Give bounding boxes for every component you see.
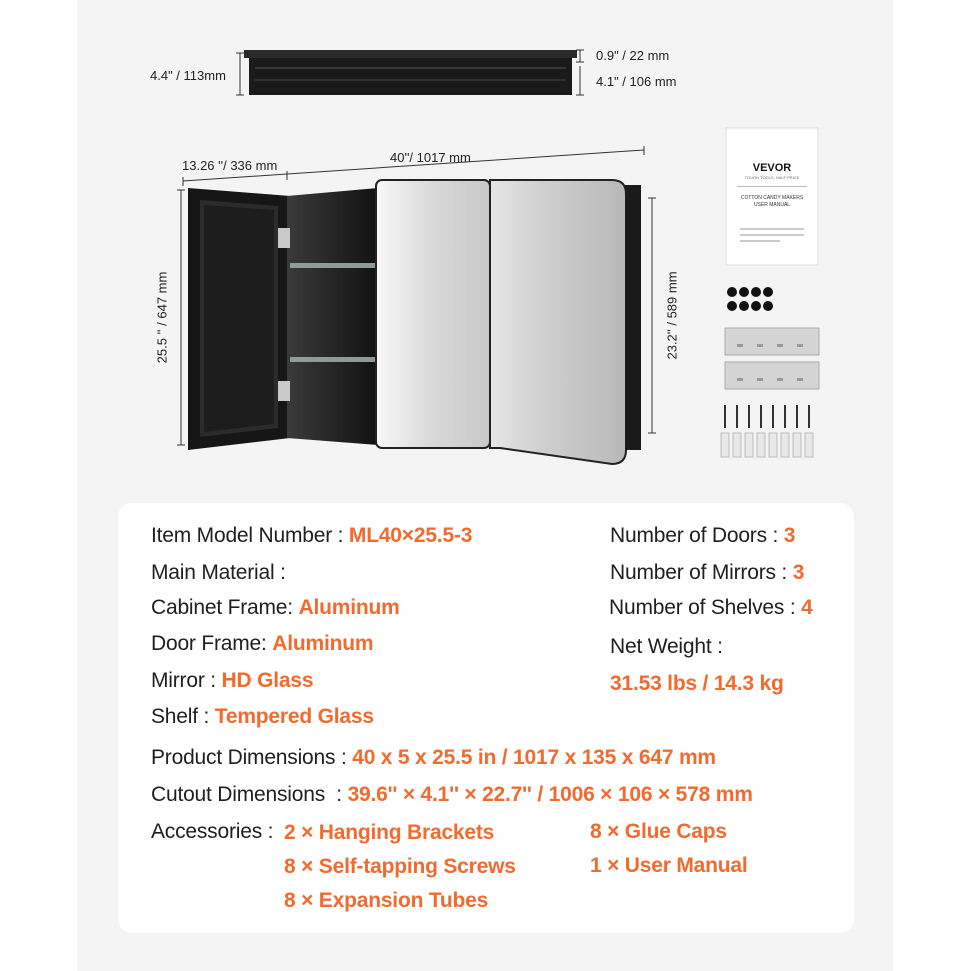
overall-height-label: 25.5 '' / 647 mm bbox=[154, 271, 170, 364]
accessory-item: 8 × Self-tapping Screws bbox=[284, 855, 516, 878]
spec-label: Door Frame: bbox=[151, 632, 273, 655]
spec-shelves bbox=[609, 596, 813, 620]
spec-label: Product Dimensions : bbox=[151, 746, 353, 769]
top-profile-view bbox=[236, 50, 584, 95]
open-left-door bbox=[188, 188, 290, 450]
spec-label: Number of Mirrors : bbox=[610, 561, 793, 584]
spec-shelf bbox=[151, 705, 374, 729]
accessory-item: 8 × Expansion Tubes bbox=[284, 889, 489, 912]
spec-label: Cutout Dimensions : bbox=[151, 783, 348, 806]
mirror-door-middle bbox=[376, 180, 490, 448]
cabinet-interior bbox=[278, 188, 378, 445]
overall-width-label: 40''/ 1017 mm bbox=[390, 150, 471, 165]
spec-value: Aluminum bbox=[272, 632, 374, 655]
spec-cabinet-frame bbox=[151, 596, 400, 620]
spec-label: Number of Doors : bbox=[610, 524, 784, 547]
spec-value: ML40×25.5-3 bbox=[348, 524, 473, 547]
spec-weight bbox=[610, 672, 784, 696]
spec-label: Cabinet Frame: bbox=[151, 596, 299, 619]
spec-label: Item Model Number : bbox=[151, 524, 349, 547]
accessory-item: 8 × Glue Caps bbox=[590, 820, 727, 843]
door-width-label: 13.26 ''/ 336 mm bbox=[182, 158, 278, 173]
spec-value: HD Glass bbox=[221, 669, 314, 692]
spec-label: Number of Shelves : bbox=[609, 596, 802, 619]
glue-caps bbox=[727, 287, 773, 311]
glass-shelf bbox=[290, 263, 378, 268]
accessory-item: 2 × Hanging Brackets bbox=[284, 821, 495, 844]
spec-product-dimensions bbox=[151, 746, 716, 770]
spec-model bbox=[151, 524, 472, 548]
spec-material bbox=[151, 561, 286, 585]
manual-title-2: USER MANUAL bbox=[753, 202, 791, 208]
spec-doors bbox=[610, 524, 795, 548]
cabinet-side bbox=[625, 185, 641, 450]
spec-door-frame bbox=[151, 632, 373, 656]
spec-label: Mirror : bbox=[151, 669, 222, 692]
spec-accessories-label: Accessories : bbox=[151, 820, 274, 843]
hinge-icon bbox=[278, 228, 290, 248]
spec-label: Main Material : bbox=[151, 561, 286, 584]
spec-label: Shelf : bbox=[151, 705, 215, 728]
spec-weight-label: Net Weight : bbox=[610, 635, 723, 658]
spec-mirror bbox=[151, 669, 313, 693]
spec-value: 4 bbox=[801, 596, 813, 619]
inner-height-label: 23.2'' / 589 mm bbox=[664, 271, 680, 360]
accessory-item: 1 × User Manual bbox=[590, 854, 748, 877]
hanging-brackets bbox=[725, 328, 819, 389]
manual-title-1: COTTON CANDY MAKERS bbox=[740, 195, 804, 201]
spec-value: 3 bbox=[792, 561, 805, 584]
depth-top-label: 0.9" / 22 mm bbox=[596, 48, 670, 63]
depth-total-label: 4.4" / 113mm bbox=[150, 68, 226, 83]
manual-brand: VEVOR bbox=[752, 162, 792, 174]
spec-value: Tempered Glass bbox=[214, 705, 374, 728]
glass-shelf bbox=[290, 357, 378, 362]
spec-value: 39.6'' × 4.1'' × 22.7'' / 1006 × 106 × 578 mm bbox=[347, 783, 753, 806]
spec-value: Aluminum bbox=[298, 596, 400, 619]
mirror-door-right bbox=[490, 180, 626, 464]
spec-value: 31.53 lbs / 14.3 kg bbox=[610, 672, 784, 695]
depth-recess-label: 4.1" / 106 mm bbox=[596, 74, 677, 89]
spec-cutout-dimensions bbox=[151, 783, 753, 807]
manual-tagline: TOUGH TOOLS, HALF PRICE bbox=[744, 175, 800, 180]
spec-value: 40 x 5 x 25.5 in / 1017 x 135 x 647 mm bbox=[352, 746, 716, 769]
screws-and-tubes bbox=[721, 405, 813, 457]
spec-value: 3 bbox=[783, 524, 796, 547]
hinge-icon bbox=[278, 381, 290, 401]
spec-mirrors bbox=[610, 561, 804, 585]
